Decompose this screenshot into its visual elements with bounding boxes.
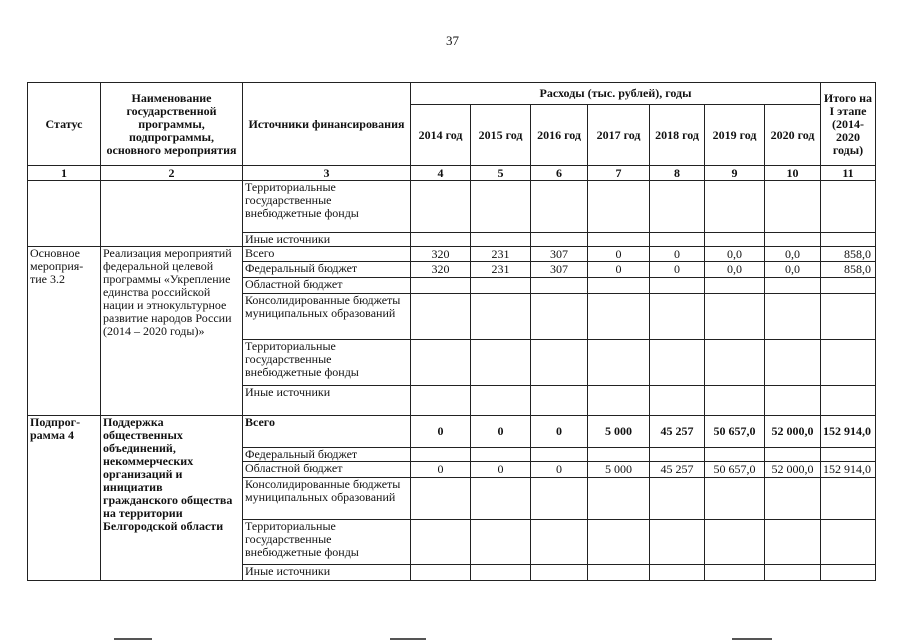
year-value: 0 <box>411 462 471 478</box>
year-value <box>471 181 531 233</box>
year-value <box>650 478 705 520</box>
year-value <box>650 386 705 416</box>
year-value <box>471 386 531 416</box>
header-sources: Источники финансирования <box>243 83 411 166</box>
year-value: 50 657,0 <box>705 416 765 448</box>
table-row <box>28 181 876 233</box>
year-value: 5 000 <box>588 462 650 478</box>
year-value <box>531 478 588 520</box>
year-value: 50 657,0 <box>705 462 765 478</box>
year-value <box>588 181 650 233</box>
year-value <box>471 565 531 581</box>
program-name: Реализация мероприятий федеральной целевой программы «Укрепление единства российской нации и этнокультурное развитие народов России (2014 – 2020 годы)» <box>101 247 243 416</box>
year-value <box>765 386 821 416</box>
year-value <box>411 340 471 386</box>
total-value: 152 914,0 <box>821 462 876 478</box>
year-value <box>411 565 471 581</box>
program-name: Поддержка общественных объединений, некоммерческих организаций и инициатив гражданского общества на территории Белгородской области <box>101 416 243 581</box>
header-year: 2017 год <box>588 105 650 166</box>
total-value: 152 914,0 <box>821 416 876 448</box>
column-number: 6 <box>531 166 588 181</box>
header-year: 2020 год <box>765 105 821 166</box>
year-value: 231 <box>471 262 531 278</box>
year-value <box>765 233 821 247</box>
column-number: 10 <box>765 166 821 181</box>
year-value <box>531 278 588 294</box>
year-value <box>588 478 650 520</box>
year-value: 0 <box>531 416 588 448</box>
year-value <box>531 565 588 581</box>
header-status: Статус <box>28 83 101 166</box>
year-value <box>765 340 821 386</box>
year-value <box>531 520 588 565</box>
funding-source: Иные источники <box>243 565 411 581</box>
year-value: 0 <box>650 262 705 278</box>
row-status <box>28 181 101 247</box>
year-value <box>650 233 705 247</box>
year-value: 0 <box>471 416 531 448</box>
funding-source: Территориальные государственные внебюджетные фонды <box>243 520 411 565</box>
row-status: Подпрог-рамма 4 <box>28 416 101 581</box>
total-value <box>821 448 876 462</box>
year-value <box>588 340 650 386</box>
table-row <box>28 247 876 262</box>
year-value: 45 257 <box>650 416 705 448</box>
year-value <box>471 233 531 247</box>
column-number: 11 <box>821 166 876 181</box>
year-value <box>531 448 588 462</box>
year-value <box>471 340 531 386</box>
year-value <box>588 278 650 294</box>
year-value <box>411 448 471 462</box>
column-number: 7 <box>588 166 650 181</box>
year-value <box>765 448 821 462</box>
year-value <box>588 520 650 565</box>
year-value: 45 257 <box>650 462 705 478</box>
year-value <box>531 340 588 386</box>
total-value <box>821 278 876 294</box>
year-value <box>765 181 821 233</box>
header-name: Наименование государственной программы, подпрограммы, основного мероприятия <box>101 83 243 166</box>
year-value: 0,0 <box>765 262 821 278</box>
year-value <box>411 478 471 520</box>
column-number: 9 <box>705 166 765 181</box>
funding-source: Всего <box>243 247 411 262</box>
funding-source: Областной бюджет <box>243 462 411 478</box>
year-value <box>411 386 471 416</box>
header-total: Итого на I этапе (2014-2020 годы) <box>821 83 876 166</box>
year-value <box>650 340 705 386</box>
budget-table <box>27 82 876 581</box>
year-value <box>588 565 650 581</box>
year-value <box>411 233 471 247</box>
year-value <box>588 386 650 416</box>
funding-source: Федеральный бюджет <box>243 262 411 278</box>
column-number: 8 <box>650 166 705 181</box>
column-number: 2 <box>101 166 243 181</box>
header-year: 2016 год <box>531 105 588 166</box>
year-value <box>531 233 588 247</box>
year-value <box>471 520 531 565</box>
year-value <box>531 294 588 340</box>
year-value <box>705 478 765 520</box>
year-value <box>765 520 821 565</box>
year-value: 231 <box>471 247 531 262</box>
year-value <box>588 448 650 462</box>
total-value <box>821 181 876 233</box>
column-number: 5 <box>471 166 531 181</box>
total-value <box>821 233 876 247</box>
year-value <box>588 294 650 340</box>
year-value: 320 <box>411 247 471 262</box>
year-value <box>765 294 821 340</box>
total-value <box>821 478 876 520</box>
header-year: 2018 год <box>650 105 705 166</box>
funding-source: Консолидированные бюджеты муниципальных образований <box>243 294 411 340</box>
year-value <box>705 294 765 340</box>
year-value <box>705 233 765 247</box>
year-value: 0 <box>588 247 650 262</box>
year-value: 0 <box>471 462 531 478</box>
year-value <box>705 386 765 416</box>
year-value <box>705 181 765 233</box>
column-number: 1 <box>28 166 101 181</box>
year-value <box>765 478 821 520</box>
year-value <box>650 520 705 565</box>
year-value <box>705 340 765 386</box>
year-value: 307 <box>531 262 588 278</box>
funding-source: Федеральный бюджет <box>243 448 411 462</box>
year-value <box>471 448 531 462</box>
total-value <box>821 520 876 565</box>
year-value <box>531 386 588 416</box>
year-value <box>650 448 705 462</box>
total-value <box>821 294 876 340</box>
header-year: 2015 год <box>471 105 531 166</box>
table-row <box>28 416 876 448</box>
year-value: 0,0 <box>705 262 765 278</box>
year-value <box>411 294 471 340</box>
year-value: 0,0 <box>705 247 765 262</box>
year-value <box>650 278 705 294</box>
year-value <box>650 181 705 233</box>
year-value <box>705 565 765 581</box>
year-value: 52 000,0 <box>765 416 821 448</box>
year-value <box>471 478 531 520</box>
funding-source: Консолидированные бюджеты муниципальных образований <box>243 478 411 520</box>
year-value <box>411 520 471 565</box>
year-value <box>411 181 471 233</box>
header-expenses: Расходы (тыс. рублей), годы <box>411 83 821 105</box>
funding-source: Иные источники <box>243 386 411 416</box>
year-value <box>765 278 821 294</box>
year-value: 52 000,0 <box>765 462 821 478</box>
year-value: 5 000 <box>588 416 650 448</box>
year-value <box>650 565 705 581</box>
year-value: 320 <box>411 262 471 278</box>
funding-source: Всего <box>243 416 411 448</box>
column-number: 4 <box>411 166 471 181</box>
program-name <box>101 181 243 247</box>
row-status: Основное мероприя-тие 3.2 <box>28 247 101 416</box>
year-value <box>531 181 588 233</box>
year-value <box>705 448 765 462</box>
year-value <box>650 294 705 340</box>
year-value <box>705 520 765 565</box>
total-value <box>821 386 876 416</box>
year-value: 0,0 <box>765 247 821 262</box>
column-number: 3 <box>243 166 411 181</box>
year-value <box>471 294 531 340</box>
total-value: 858,0 <box>821 247 876 262</box>
funding-source: Областной бюджет <box>243 278 411 294</box>
total-value <box>821 340 876 386</box>
funding-source: Территориальные государственные внебюджетные фонды <box>243 181 411 233</box>
total-value <box>821 565 876 581</box>
year-value: 0 <box>588 262 650 278</box>
total-value: 858,0 <box>821 262 876 278</box>
year-value: 0 <box>531 462 588 478</box>
year-value: 0 <box>411 416 471 448</box>
header-year: 2019 год <box>705 105 765 166</box>
year-value <box>588 233 650 247</box>
page-number: 37 <box>446 33 459 48</box>
year-value <box>471 278 531 294</box>
year-value: 307 <box>531 247 588 262</box>
year-value: 0 <box>650 247 705 262</box>
funding-source: Иные источники <box>243 233 411 247</box>
year-value <box>705 278 765 294</box>
header-year: 2014 год <box>411 105 471 166</box>
year-value <box>411 278 471 294</box>
year-value <box>765 565 821 581</box>
funding-source: Территориальные государственные внебюджетные фонды <box>243 340 411 386</box>
